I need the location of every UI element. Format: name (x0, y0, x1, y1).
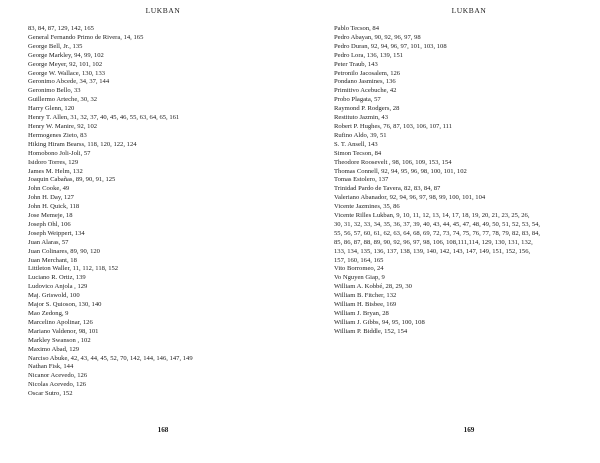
index-entry: William A. Kobbé, 28, 29, 30 (334, 283, 412, 291)
index-entry: Pedro Lora, 136, 139, 151 (334, 51, 404, 59)
index-entry: Major S. Quioson, 130, 140 (28, 301, 102, 309)
index-entry: George Markley, 94, 99, 102 (28, 51, 104, 59)
index-entry: 157, 160, 164, 165 (334, 256, 384, 264)
index-entry: Joseph Weippert, 134 (28, 229, 85, 237)
index-entry: Vicente Jazmines, 35, 86 (334, 203, 400, 211)
index-entry: Valeriano Abanador, 92, 94, 96, 97, 98, 99, 100, 101, 104 (334, 194, 486, 202)
index-entry: William H. Bisbee, 169 (334, 301, 397, 309)
index-entry: Ludovico Anjola , 129 (28, 283, 88, 291)
index-entry: Homobono Joli-Joli, 57 (28, 149, 91, 157)
index-entry: Hiking Hiram Bearss, 118, 120, 122, 124 (28, 140, 137, 148)
index-entry: John H. Day, 127 (28, 194, 74, 202)
index-entry: Geronimo Bello, 33 (28, 87, 81, 95)
index-entry: Simon Tecson, 84 (334, 149, 382, 157)
index-entry: 83, 84, 87, 129, 142, 165 (28, 25, 94, 32)
index-entry: Henry T. Allen, 31, 32, 37, 40, 45, 46, 55, 63, 64, 65, 161 (28, 114, 180, 122)
page-number: 169 (463, 426, 475, 434)
index-entry: Pedro Abayan, 90, 92, 96, 97, 98 (334, 33, 421, 41)
index-entry: William J. Bryan, 28 (334, 310, 389, 317)
index-entry: Hermogenes Zieto, 83 (28, 131, 87, 139)
index-entry: Jose Memeje, 18 (28, 212, 73, 220)
index-entry: Mariano Valdenor, 98, 101 (28, 327, 99, 335)
index-entry: Vito Borromeo, 24 (334, 265, 384, 273)
index-entry: Joseph Ohl, 106 (28, 220, 71, 228)
index-entry: 85, 86, 87, 88, 89, 90, 92, 96, 97, 98, 106, 108,111,114, 129, 130, 131, 132, (334, 238, 533, 246)
running-header: LUKBAN (451, 6, 487, 15)
index-entry: Pedro Duran, 92, 94, 96, 97, 101, 103, 108 (334, 42, 447, 50)
left-page (28, 0, 298, 463)
index-entry: General Fernando Primo de Rivera, 14, 165 (28, 33, 144, 41)
page-number: 168 (157, 426, 169, 434)
index-entry: Vo Nguyen Giap, 9 (334, 274, 385, 282)
index-entry: Peter Traub, 143 (334, 60, 378, 68)
index-entry: Probo Plagata, 57 (334, 96, 381, 104)
index-entry: Markley Swanson , 102 (28, 336, 91, 344)
index-entry: Petronilo Jacosalem, 126 (334, 69, 401, 77)
index-entry: Marcelino Apolinar, 126 (28, 318, 93, 326)
index-entry-list (28, 25, 290, 399)
index-entry: Nicolas Acevedo, 126 (28, 381, 87, 389)
index-entry: Tomas Estolero, 137 (334, 176, 389, 184)
index-entry: Maximo Abad, 129 (28, 345, 80, 353)
index-entry: James M. Helm, 132 (28, 167, 83, 175)
index-entry: Theodore Roosevelt , 98, 106, 109, 153, 154 (334, 158, 452, 166)
index-entry: Joaquin Cabañas, 89, 90, 91, 125 (28, 176, 116, 184)
index-entry: Primitivo Acebuche, 42 (334, 87, 397, 95)
index-entry: George W. Wallace, 130, 133 (28, 69, 106, 77)
index-entry: Mao Zedong, 9 (28, 310, 69, 317)
index-entry: 30, 31, 32, 33, 34, 35, 36, 37, 39, 40, 43, 44, 45, 47, 48, 49, 50, 51, 52, 53, 54, (334, 220, 541, 228)
index-entry: Luciano R. Ortiz, 139 (28, 274, 86, 282)
index-entry: George Meyer, 92, 101, 102 (28, 60, 103, 68)
index-entry: Trinidad Pardo de Tavera, 82, 83, 84, 87 (334, 185, 441, 193)
index-entry: Juan Alaras, 57 (28, 238, 69, 246)
index-entry: Restituto Jazmin, 43 (334, 114, 389, 122)
index-entry: William B. Fitcher, 132 (334, 292, 397, 300)
index-entry: William P. Biddle, 152, 154 (334, 327, 408, 335)
right-page (334, 0, 600, 463)
index-entry: John Cooke, 49 (28, 185, 70, 193)
index-entry: 133, 134, 135, 136, 137, 138, 139, 140, 142, 143, 147, 149, 151, 152, 156, (334, 247, 531, 255)
index-entry: S. T. Ansell, 143 (334, 140, 378, 148)
index-entry: Guillermo Arteche, 30, 32 (28, 96, 98, 104)
index-entry: Littleton Waller, 11, 112, 118, 152 (28, 265, 119, 273)
index-entry: Pondano Jasmines, 136 (334, 78, 396, 86)
index-entry: Henry W. Manire, 92, 102 (28, 122, 98, 130)
index-entry: Juan Colinares, 89, 90, 120 (28, 247, 100, 255)
index-entry: Maj. Griswold, 100 (28, 292, 80, 300)
index-entry: Robert P. Hughes, 76, 87, 103, 106, 107, 111 (334, 122, 453, 130)
index-entry: Harry Glenn, 120 (28, 105, 75, 113)
index-entry: Nicanor Acevedo, 126 (28, 372, 88, 380)
index-entry: William J. Gibbs, 94, 95, 100, 108 (334, 318, 425, 326)
index-entry-list (334, 25, 596, 337)
index-entry: Narciso Abuke, 42, 43, 44, 45, 52, 70, 142, 144, 146, 147, 149 (28, 354, 193, 362)
index-entry: Raymond P. Rodgers, 28 (334, 105, 400, 113)
index-entry: Thomas Connell, 92, 94, 95, 96, 98, 100, 101, 102 (334, 167, 467, 175)
index-entry: George Bell, Jr., 135 (28, 42, 83, 50)
index-entry: Rufino Aldo, 39, 51 (334, 131, 387, 139)
index-entry: Vicente Rilles Lukban, 9, 10, 11, 12, 13, 14, 17, 18, 19, 20, 21, 23, 25, 26, (334, 212, 530, 220)
index-entry: 55, 56, 57, 60, 61, 62, 63, 64, 68, 69, 72, 73, 74, 75, 76, 77, 78, 79, 82, 83, 84, (334, 229, 541, 237)
index-entry: Isidoro Torres, 129 (28, 158, 79, 166)
index-entry: Juan Merchant, 18 (28, 256, 77, 264)
index-entry: John H. Quick, 118 (28, 203, 80, 211)
index-entry: Nathan Fisk, 144 (28, 363, 74, 371)
running-header: LUKBAN (145, 6, 181, 15)
index-entry: Geronimo Abcede, 34, 37, 144 (28, 78, 110, 86)
index-entry: Oscar Sutro, 152 (28, 390, 73, 398)
index-entry: Pablo Tecson, 84 (334, 25, 380, 32)
